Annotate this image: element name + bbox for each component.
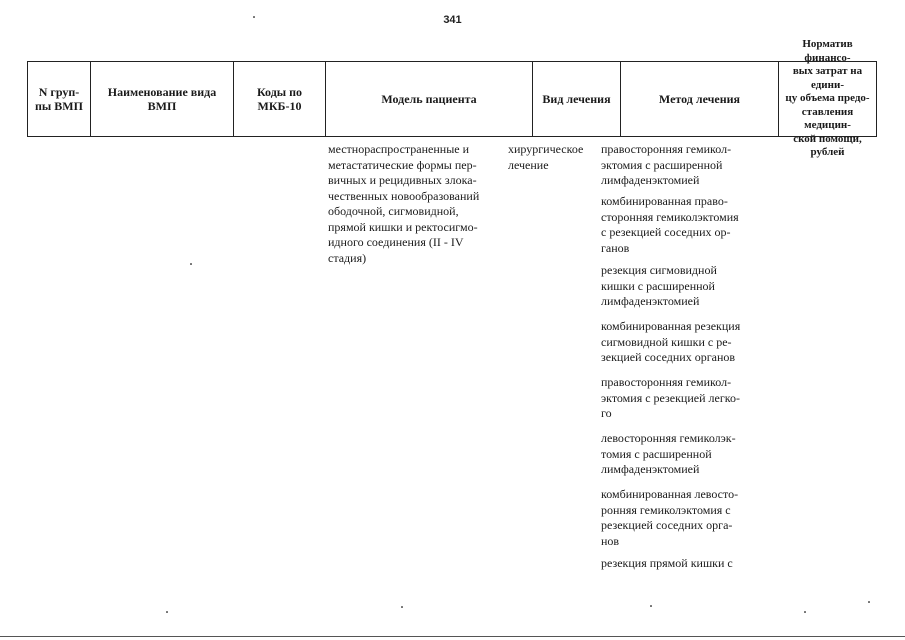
method-item: комбинированная резекция сигмовидной кишки с ре- зекцией соседних органов: [601, 319, 741, 364]
scan-speck: [650, 605, 652, 607]
method-item: комбинированная право- сторонняя гемиколэктомия с резекцией соседних ор- ганов: [601, 194, 739, 255]
page-number: 341: [443, 14, 462, 26]
patient-model-cell: местнораспространенные и метастатические формы пер- вичных и рецидивных злока- чественных новообразований ободочной, сигмовидной, прямой кишки и ректосигмо- идного соединения (II - IV стадия): [328, 142, 480, 265]
scan-speck: [804, 611, 806, 613]
header-group-number: N груп- пы ВМП: [28, 62, 91, 136]
page-bottom-edge: [0, 636, 905, 637]
method-item: резекция сигмовидной кишки с расширенной лимфаденэктомией: [601, 263, 717, 308]
method-item: правосторонняя гемикол- эктомия с резекцией легко- го: [601, 375, 740, 420]
header-icd-codes: Коды по МКБ-10: [234, 62, 326, 136]
scan-speck: [868, 601, 870, 603]
method-item: правосторонняя гемикол- эктомия с расширенной лимфаденэктомией: [601, 142, 732, 187]
header-treatment-method: Метод лечения: [621, 62, 779, 136]
method-item: резекция прямой кишки с: [601, 556, 733, 570]
treatment-kind-cell: хирургическое лечение: [508, 142, 584, 172]
header-cost-standard: Норматив финансо- вых затрат на едини- цу объема предо- ставления медицин- ской помощи, рублей: [785, 38, 870, 159]
header-patient-model: Модель пациента: [326, 62, 533, 136]
scan-speck: [190, 263, 192, 265]
method-item: левосторонняя гемиколэк- томия с расширенной лимфаденэктомией: [601, 431, 736, 476]
method-item: комбинированная левосто- ронняя гемиколэктомия с резекцией соседних орга- нов: [601, 487, 739, 548]
scan-speck: [253, 16, 255, 18]
scan-speck: [166, 611, 168, 613]
scan-speck: [401, 606, 403, 608]
header-vmp-name: Наименование вида ВМП: [91, 62, 234, 136]
header-treatment-kind: Вид лечения: [533, 62, 621, 136]
